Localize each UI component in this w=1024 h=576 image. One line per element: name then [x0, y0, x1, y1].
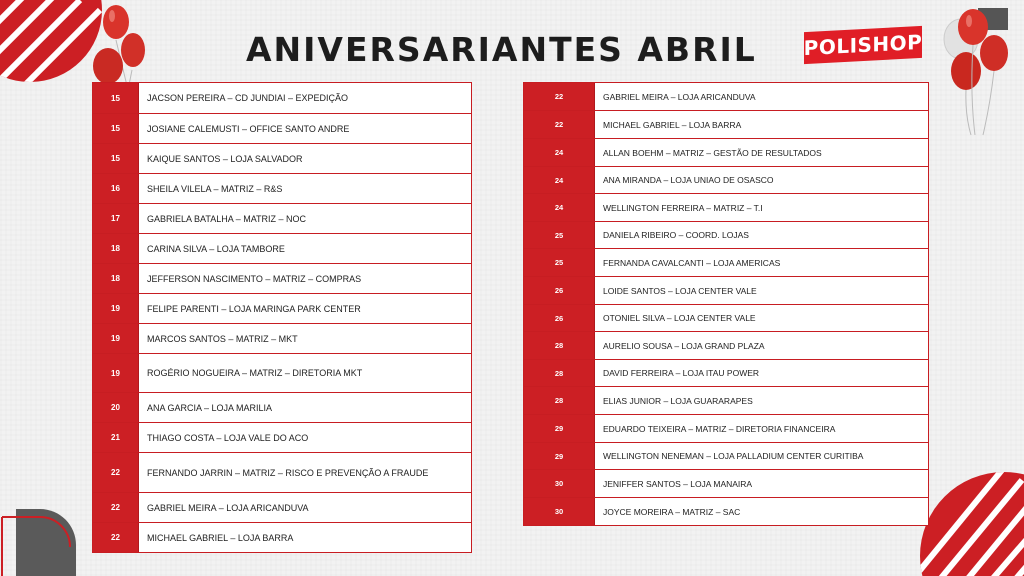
employee-name: WELLINGTON FERREIRA – MATRIZ – T.I [603, 202, 763, 213]
table-row [524, 249, 928, 277]
table-row [93, 453, 471, 493]
table-row [524, 387, 928, 415]
table-row [93, 294, 471, 324]
birthday-day: 22 [93, 493, 139, 522]
birthday-day: 30 [524, 498, 595, 525]
table-row [524, 498, 928, 525]
employee-name: JOSIANE CALEMUSTI – OFFICE SANTO ANDRE [147, 123, 350, 134]
birthday-day: 25 [524, 249, 595, 276]
page-title: ANIVERSARIANTES ABRIL [246, 30, 757, 69]
birthday-day: 22 [524, 111, 595, 138]
table-row [93, 393, 471, 423]
employee-name: THIAGO COSTA – LOJA VALE DO ACO [147, 432, 309, 443]
birthday-table-left [92, 82, 472, 553]
table-row [524, 415, 928, 443]
employee-name: FERNANDO JARRIN – MATRIZ – RISCO E PREVENÇÃO A FRAUDE [147, 467, 429, 478]
table-row [93, 423, 471, 453]
employee-name: FELIPE PARENTI – LOJA MARINGA PARK CENTER [147, 303, 361, 314]
employee-name: JEFFERSON NASCIMENTO – MATRIZ – COMPRAS [147, 273, 362, 284]
birthday-day: 24 [524, 194, 595, 221]
birthday-day: 24 [524, 167, 595, 193]
employee-name: MICHAEL GABRIEL – LOJA BARRA [603, 119, 742, 130]
birthday-day: 16 [93, 174, 139, 203]
birthday-day: 25 [524, 222, 595, 248]
table-row [524, 167, 928, 194]
employee-name: JENIFFER SANTOS – LOJA MANAIRA [603, 478, 753, 489]
birthday-day: 26 [524, 305, 595, 331]
table-row [93, 523, 471, 552]
employee-name: AURELIO SOUSA – LOJA GRAND PLAZA [603, 340, 765, 351]
birthday-day: 19 [93, 324, 139, 353]
employee-name: ELIAS JUNIOR – LOJA GUARARAPES [603, 395, 753, 406]
table-row [93, 174, 471, 204]
birthday-day: 22 [524, 83, 595, 110]
employee-name: DANIELA RIBEIRO – COORD. LOJAS [603, 230, 749, 240]
employee-name: ANA GARCIA – LOJA MARILIA [147, 402, 273, 413]
table-row [93, 204, 471, 234]
birthday-day: 15 [93, 83, 139, 113]
birthday-day: 28 [524, 332, 595, 359]
birthday-day: 19 [93, 354, 139, 392]
birthday-day: 26 [524, 277, 595, 304]
birthday-table-right [523, 82, 929, 526]
employee-name: WELLINGTON NENEMAN – LOJA PALLADIUM CENTER CURITIBA [603, 451, 864, 461]
birthday-day: 29 [524, 443, 595, 469]
employee-name: GABRIEL MEIRA – LOJA ARICANDUVA [147, 502, 309, 513]
employee-name: GABRIELA BATALHA – MATRIZ – NOC [147, 213, 307, 224]
employee-name: ALLAN BOEHM – MATRIZ – GESTÃO DE RESULTADOS [603, 147, 822, 158]
table-row [524, 332, 928, 360]
table-row [93, 144, 471, 174]
birthday-day: 24 [524, 139, 595, 166]
employee-name: CARINA SILVA – LOJA TAMBORE [147, 243, 285, 254]
birthday-day: 29 [524, 415, 595, 442]
birthday-day: 18 [93, 264, 139, 293]
birthday-day: 20 [93, 393, 139, 422]
table-row [524, 470, 928, 498]
birthday-day: 22 [93, 453, 139, 492]
employee-name: JACSON PEREIRA – CD JUNDIAI – EXPEDIÇÃO [147, 93, 349, 103]
employee-name: MARCOS SANTOS – MATRIZ – MKT [147, 333, 298, 344]
birthday-day: 28 [524, 360, 595, 386]
table-row [524, 83, 928, 111]
balloons-decoration-right [935, 5, 1024, 140]
table-row [524, 305, 928, 332]
birthday-day: 15 [93, 144, 139, 173]
birthday-day: 30 [524, 470, 595, 497]
employee-name: JOYCE MOREIRA – MATRIZ – SAC [603, 506, 741, 517]
table-row [524, 111, 928, 139]
table-row [524, 194, 928, 222]
birthday-day: 17 [93, 204, 139, 233]
employee-name: GABRIEL MEIRA – LOJA ARICANDUVA [603, 91, 756, 102]
birthday-day: 19 [93, 294, 139, 323]
gray-shape-decoration-bottom-left [0, 505, 80, 576]
employee-name: EDUARDO TEIXEIRA – MATRIZ – DIRETORIA FINANCEIRA [603, 423, 836, 434]
table-row [93, 354, 471, 393]
employee-name: ROGÉRIO NOGUEIRA – MATRIZ – DIRETORIA MKT [147, 368, 363, 378]
birthday-day: 21 [93, 423, 139, 452]
table-row [524, 139, 928, 167]
employee-name: MICHAEL GABRIEL – LOJA BARRA [147, 532, 294, 543]
table-row [524, 443, 928, 470]
employee-name: KAIQUE SANTOS – LOJA SALVADOR [147, 153, 303, 164]
employee-name: DAVID FERREIRA – LOJA ITAU POWER [603, 368, 760, 378]
brand-logo: POLISHOP [804, 26, 922, 64]
table-row [93, 493, 471, 523]
birthday-day: 28 [524, 387, 595, 414]
table-row [93, 264, 471, 294]
birthday-day: 18 [93, 234, 139, 263]
employee-name: LOIDE SANTOS – LOJA CENTER VALE [603, 285, 757, 296]
table-row [524, 222, 928, 249]
table-row [93, 324, 471, 354]
birthday-day: 15 [93, 114, 139, 143]
table-row [524, 360, 928, 387]
table-row [93, 114, 471, 144]
table-row [93, 83, 471, 114]
birthday-day: 22 [93, 523, 139, 552]
employee-name: ANA MIRANDA – LOJA UNIAO DE OSASCO [603, 175, 774, 185]
employee-name: SHEILA VILELA – MATRIZ – R&S [147, 183, 283, 194]
table-row [524, 277, 928, 305]
balloons-decoration-left [88, 0, 148, 90]
table-row [93, 234, 471, 264]
employee-name: OTONIEL SILVA – LOJA CENTER VALE [603, 313, 756, 323]
employee-name: FERNANDA CAVALCANTI – LOJA AMERICAS [603, 257, 781, 268]
